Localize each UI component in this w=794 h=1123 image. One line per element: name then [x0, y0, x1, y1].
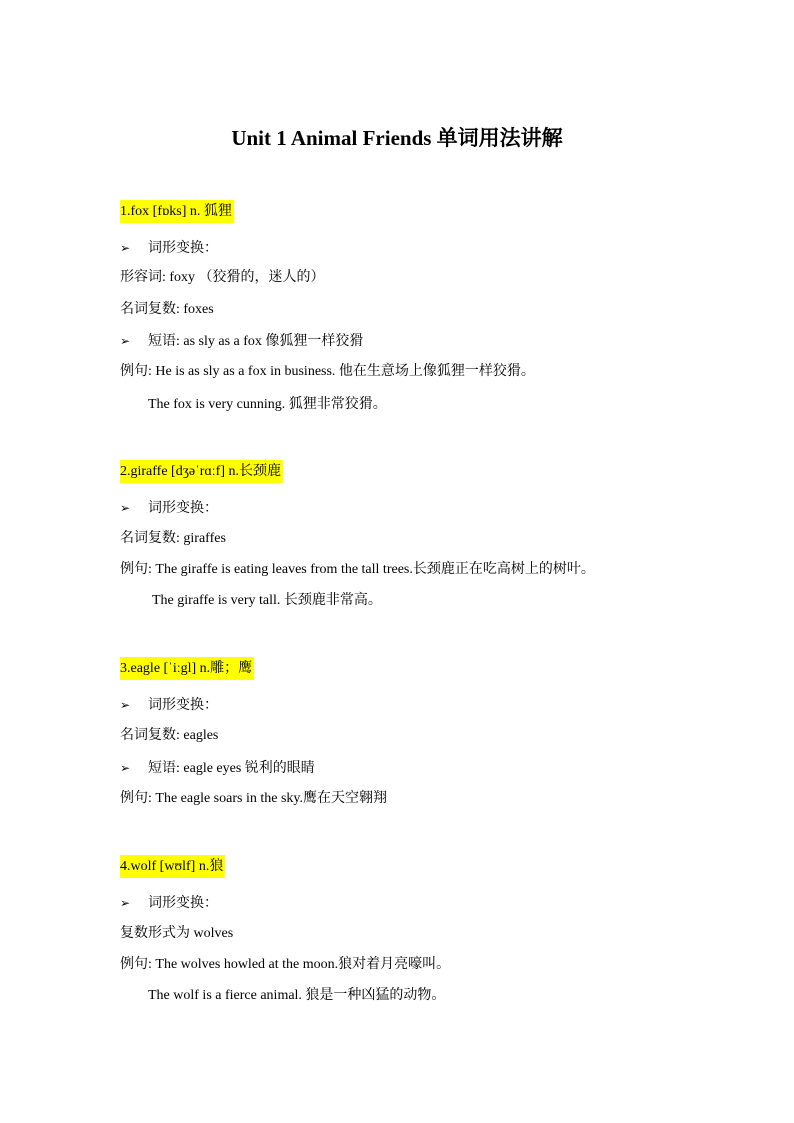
text-line: 名词复数: foxes — [120, 302, 214, 317]
bullet-item: ➢ 词形变换： — [120, 238, 218, 259]
example-sentence: The giraffe is very tall. 长颈鹿非常高。 — [152, 593, 382, 608]
bullet-item: ➢ 词形变换： — [120, 893, 218, 914]
example-sentence: 例句: The eagle soars in the sky.鹰在天空翱翔 — [120, 791, 387, 806]
entry-heading — [120, 857, 225, 877]
arrow-bullet-icon: ➢ — [120, 698, 131, 712]
bullet-item: ➢ 短语: as sly as a fox 像狐狸一样狡猾 — [120, 331, 363, 352]
arrow-bullet-icon: ➢ — [120, 761, 131, 775]
example-sentence: The wolf is a fierce animal. 狼是一种凶猛的动物。 — [148, 988, 446, 1003]
entry-heading-text: 3.eagle [ˈiːgl] n.雕；鹰 — [120, 657, 254, 680]
entry-heading — [120, 659, 254, 679]
bullet-item: ➢ 词形变换： — [120, 695, 218, 716]
text-line: 形容词: foxy （狡猾的，迷人的） — [120, 270, 325, 285]
arrow-bullet-icon: ➢ — [120, 241, 131, 255]
example-sentence: 例句: The wolves howled at the moon.狼对着月亮嚎叫。 — [120, 957, 451, 972]
arrow-bullet-icon: ➢ — [120, 501, 131, 515]
text-line: 名词复数: eagles — [120, 728, 219, 743]
text-line: 复数形式为 wolves — [120, 926, 234, 941]
entry-heading-text: 4.wolf [wʊlf] n.狼 — [120, 855, 225, 878]
entry-heading-text: 1.fox [fɒks] n. 狐狸 — [120, 200, 234, 223]
example-sentence: 例句: He is as sly as a fox in business. 他在生意场上像狐狸一样狡猾。 — [120, 364, 535, 379]
entry-heading — [120, 462, 283, 482]
bullet-item: ➢ 词形变换： — [120, 498, 218, 519]
entry-heading-text: 2.giraffe [dʒəˈrɑːf] n.长颈鹿 — [120, 460, 283, 483]
text-line: 名词复数: giraffes — [120, 531, 226, 546]
example-sentence: The fox is very cunning. 狐狸非常狡猾。 — [148, 397, 387, 412]
arrow-bullet-icon: ➢ — [120, 896, 131, 910]
entry-heading — [120, 202, 234, 222]
bullet-item: ➢ 短语: eagle eyes 锐利的眼睛 — [120, 758, 315, 779]
page-title: Unit 1 Animal Friends 单词用法讲解 — [231, 126, 563, 150]
arrow-bullet-icon: ➢ — [120, 334, 131, 348]
example-sentence: 例句: The giraffe is eating leaves from the tall trees.长颈鹿正在吃高树上的树叶。 — [120, 562, 595, 577]
